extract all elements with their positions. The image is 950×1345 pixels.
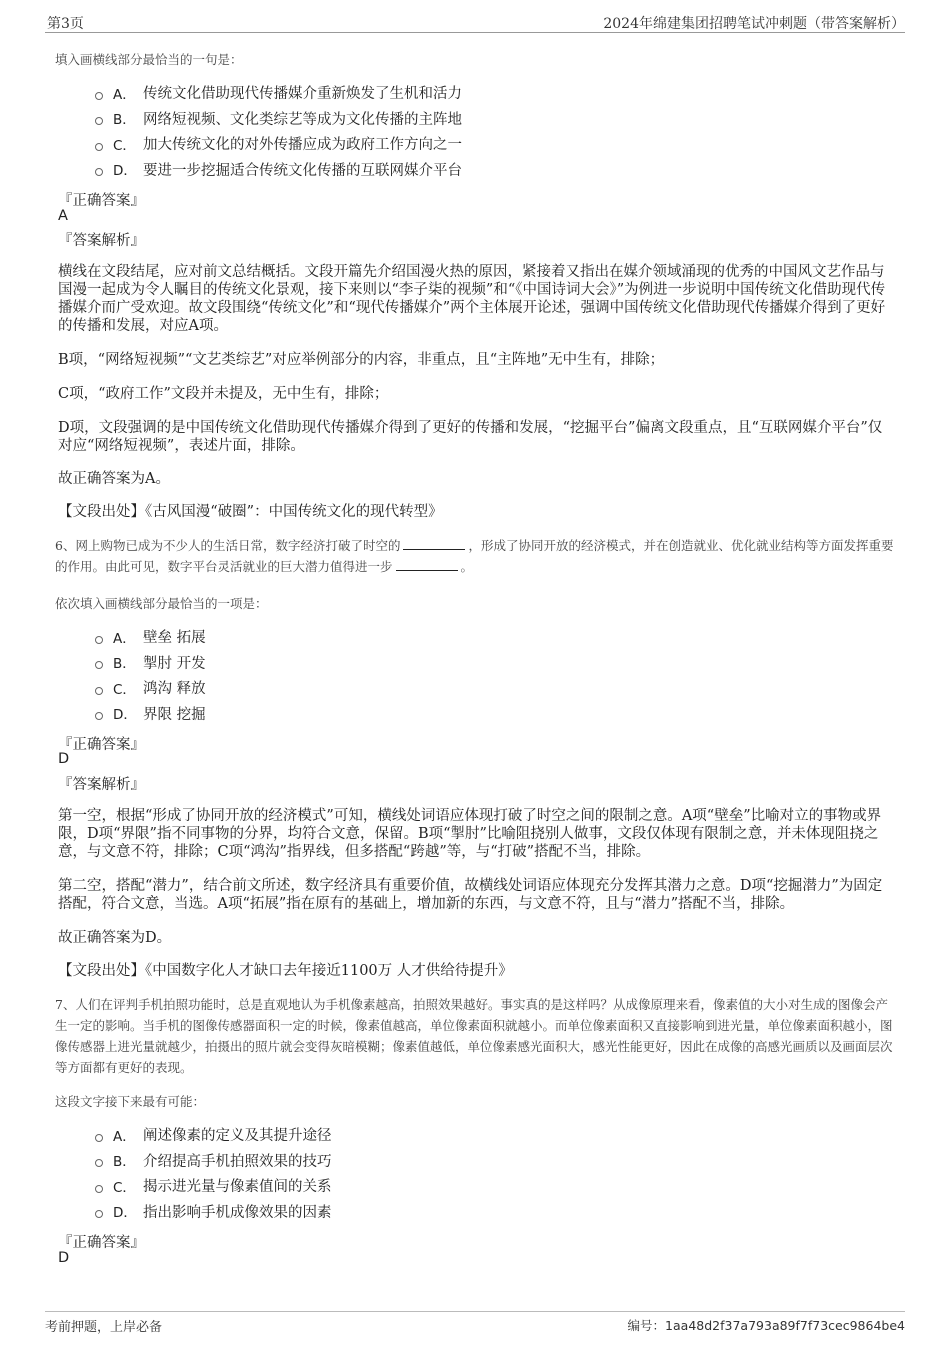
q5-prompt: 填入画横线部分最恰当的一句是： <box>55 52 243 67</box>
q7-option-c[interactable]: C． 揭示进光量与像素值间的关系 <box>95 1173 795 1199</box>
q5-analysis-b: B项，“网络短视频”“文艺类综艺”对应举例部分的内容，非重点，且“主阵地”无中生有，排除； <box>58 352 665 368</box>
q5-option-b[interactable]: B． 网络短视频、文化类综艺等成为文化传播的主阵地 <box>95 106 795 132</box>
radio-icon[interactable] <box>95 661 103 669</box>
document-code: 编号：1aa48d2f37a793a89f7f73cec9864be4 <box>627 1318 905 1333</box>
q5-analysis-c: C项，“政府工作”文段并未提及，无中生有，排除； <box>58 386 389 402</box>
radio-icon[interactable] <box>95 1159 103 1167</box>
page-number: 第3页 <box>47 16 84 32</box>
q5-options <box>95 80 795 182</box>
radio-icon[interactable] <box>95 636 103 644</box>
q7-options <box>95 1122 795 1224</box>
q5-option-c[interactable]: C． 加大传统文化的对外传播应成为政府工作方向之一 <box>95 131 795 157</box>
footer-slogan: 考前押题，上岸必备 <box>45 1320 163 1335</box>
q7-answer-label: 『正确答案』 <box>58 1235 145 1251</box>
radio-icon[interactable] <box>95 712 103 720</box>
page-footer <box>45 1311 905 1338</box>
q7-question-text: 7、人们在评判手机拍照功能时，总是直观地认为手机像素越高，拍照效果越好。事实真的是这样吗？从成像原理来看，像素值的大小对生成的图像会产生一定的影响。当手机的图像传感器面积一定的时候，像素值越高，单位像素面积就越小。而单位像素面积又直接影响到进光量，单位像素面积越小，图像传感器上进光量就越少，拍摄出的照片就会变得灰暗模糊；像素值越低，单位像素感光面积大，感光性能更好，因此在成像的高感光画质以及画面层次等方面都有更好的表现。 <box>55 997 893 1075</box>
document-title: 2024年绵建集团招聘笔试冲刺题（带答案解析） <box>603 16 905 32</box>
q6-conclusion: 故正确答案为D。 <box>58 930 172 946</box>
q7-option-d[interactable]: D． 指出影响手机成像效果的因素 <box>95 1199 795 1225</box>
q6-source: 【文段出处】《中国数字化人才缺口去年接近1100万 人才供给待提升》 <box>58 963 513 979</box>
q6-answer: D <box>58 751 70 767</box>
radio-icon[interactable] <box>95 117 103 125</box>
q5-analysis-main: 横线在文段结尾，应对前文总结概括。文段开篇先介绍国漫火热的原因，紧接着又指出在媒介领域涌现的优秀的中国风文艺作品与国漫一起成为令人瞩目的传统文化景观，接下来则以“李子柒的视频”和“《中国诗词大会》”为例进一步说明中国传统文化借助现代传播媒介而广受欢迎。故文段围绕“传统文化”和“现代传播媒介”两个主体展开论述，强调中国传统文化借助现代传播媒介得到了更好的传播和发展，对应A项。 <box>58 264 886 334</box>
q6-option-a[interactable]: A． 壁垒 拓展 <box>95 624 795 650</box>
q5-analysis-label: 『答案解析』 <box>58 233 145 249</box>
q7-option-b[interactable]: B． 介绍提高手机拍照效果的技巧 <box>95 1148 795 1174</box>
radio-icon[interactable] <box>95 92 103 100</box>
q5-option-d[interactable]: D． 要进一步挖掘适合传统文化传播的互联网媒介平台 <box>95 157 795 183</box>
q6-answer-label: 『正确答案』 <box>58 737 145 753</box>
q6-option-d[interactable]: D． 界限 挖掘 <box>95 701 795 727</box>
blank-line <box>403 537 465 550</box>
q6-prompt: 依次填入画横线部分最恰当的一项是： <box>55 596 268 611</box>
q6-option-c[interactable]: C． 鸿沟 释放 <box>95 675 795 701</box>
q6-analysis-first: 第一空，根据“形成了协同开放的经济模式”可知，横线处词语应体现打破了时空之间的限制之意。A项“壁垒”比喻对立的事物或界限，D项“界限”指不同事物的分界，均符合文意，保留。B项“掣肘”比喻阻挠别人做事，文段仅体现有限制之意，并未体现阻挠之意，与文意不符，排除；C项“鸿沟”指界线，但多搭配“跨越”等，与“打破”搭配不当，排除。 <box>58 808 882 860</box>
blank-line <box>396 558 458 571</box>
q6-option-b[interactable]: B． 掣肘 开发 <box>95 650 795 676</box>
q7-option-a[interactable]: A． 阐述像素的定义及其提升途径 <box>95 1122 795 1148</box>
q7-answer: D <box>58 1250 70 1266</box>
radio-icon[interactable] <box>95 687 103 695</box>
q5-analysis-d: D项，文段强调的是中国传统文化借助现代传播媒介得到了更好的传播和发展，“挖掘平台”偏离文段重点，且“互联网媒介平台”仅对应“网络短视频”，表述片面，排除。 <box>58 420 883 454</box>
radio-icon[interactable] <box>95 1185 103 1193</box>
q5-conclusion: 故正确答案为A。 <box>58 471 170 487</box>
radio-icon[interactable] <box>95 1134 103 1142</box>
q6-analysis-second: 第二空，搭配“潜力”，结合前文所述，数字经济具有重要价值，故横线处词语应体现充分发挥其潜力之意。D项“挖掘潜力”为固定搭配，符合文意，当选。A项“拓展”指在原有的基础上，增加新的东西，与文意不符，且与“潜力”搭配不当，排除。 <box>58 878 883 912</box>
q6-options <box>95 624 795 726</box>
q7-prompt: 这段文字接下来最有可能： <box>55 1094 206 1109</box>
page-header <box>45 10 905 33</box>
q5-option-a[interactable]: A． 传统文化借助现代传播媒介重新焕发了生机和活力 <box>95 80 795 106</box>
q6-analysis-label: 『答案解析』 <box>58 777 145 793</box>
q5-source: 【文段出处】《古风国漫“破圈”：中国传统文化的现代转型》 <box>58 504 443 520</box>
q6-question-text: 6、网上购物已成为不少人的生活日常，数字经济打破了时空的 ，形成了协同开放的经济模式，并在创造就业、优化就业结构等方面发挥重要的作用。由此可见，数字平台灵活就业的巨大潜力值得进一步 。 <box>55 538 894 574</box>
radio-icon[interactable] <box>95 168 103 176</box>
radio-icon[interactable] <box>95 1210 103 1218</box>
q5-answer-label: 『正确答案』 <box>58 193 145 209</box>
radio-icon[interactable] <box>95 143 103 151</box>
q5-answer: A <box>58 208 68 224</box>
